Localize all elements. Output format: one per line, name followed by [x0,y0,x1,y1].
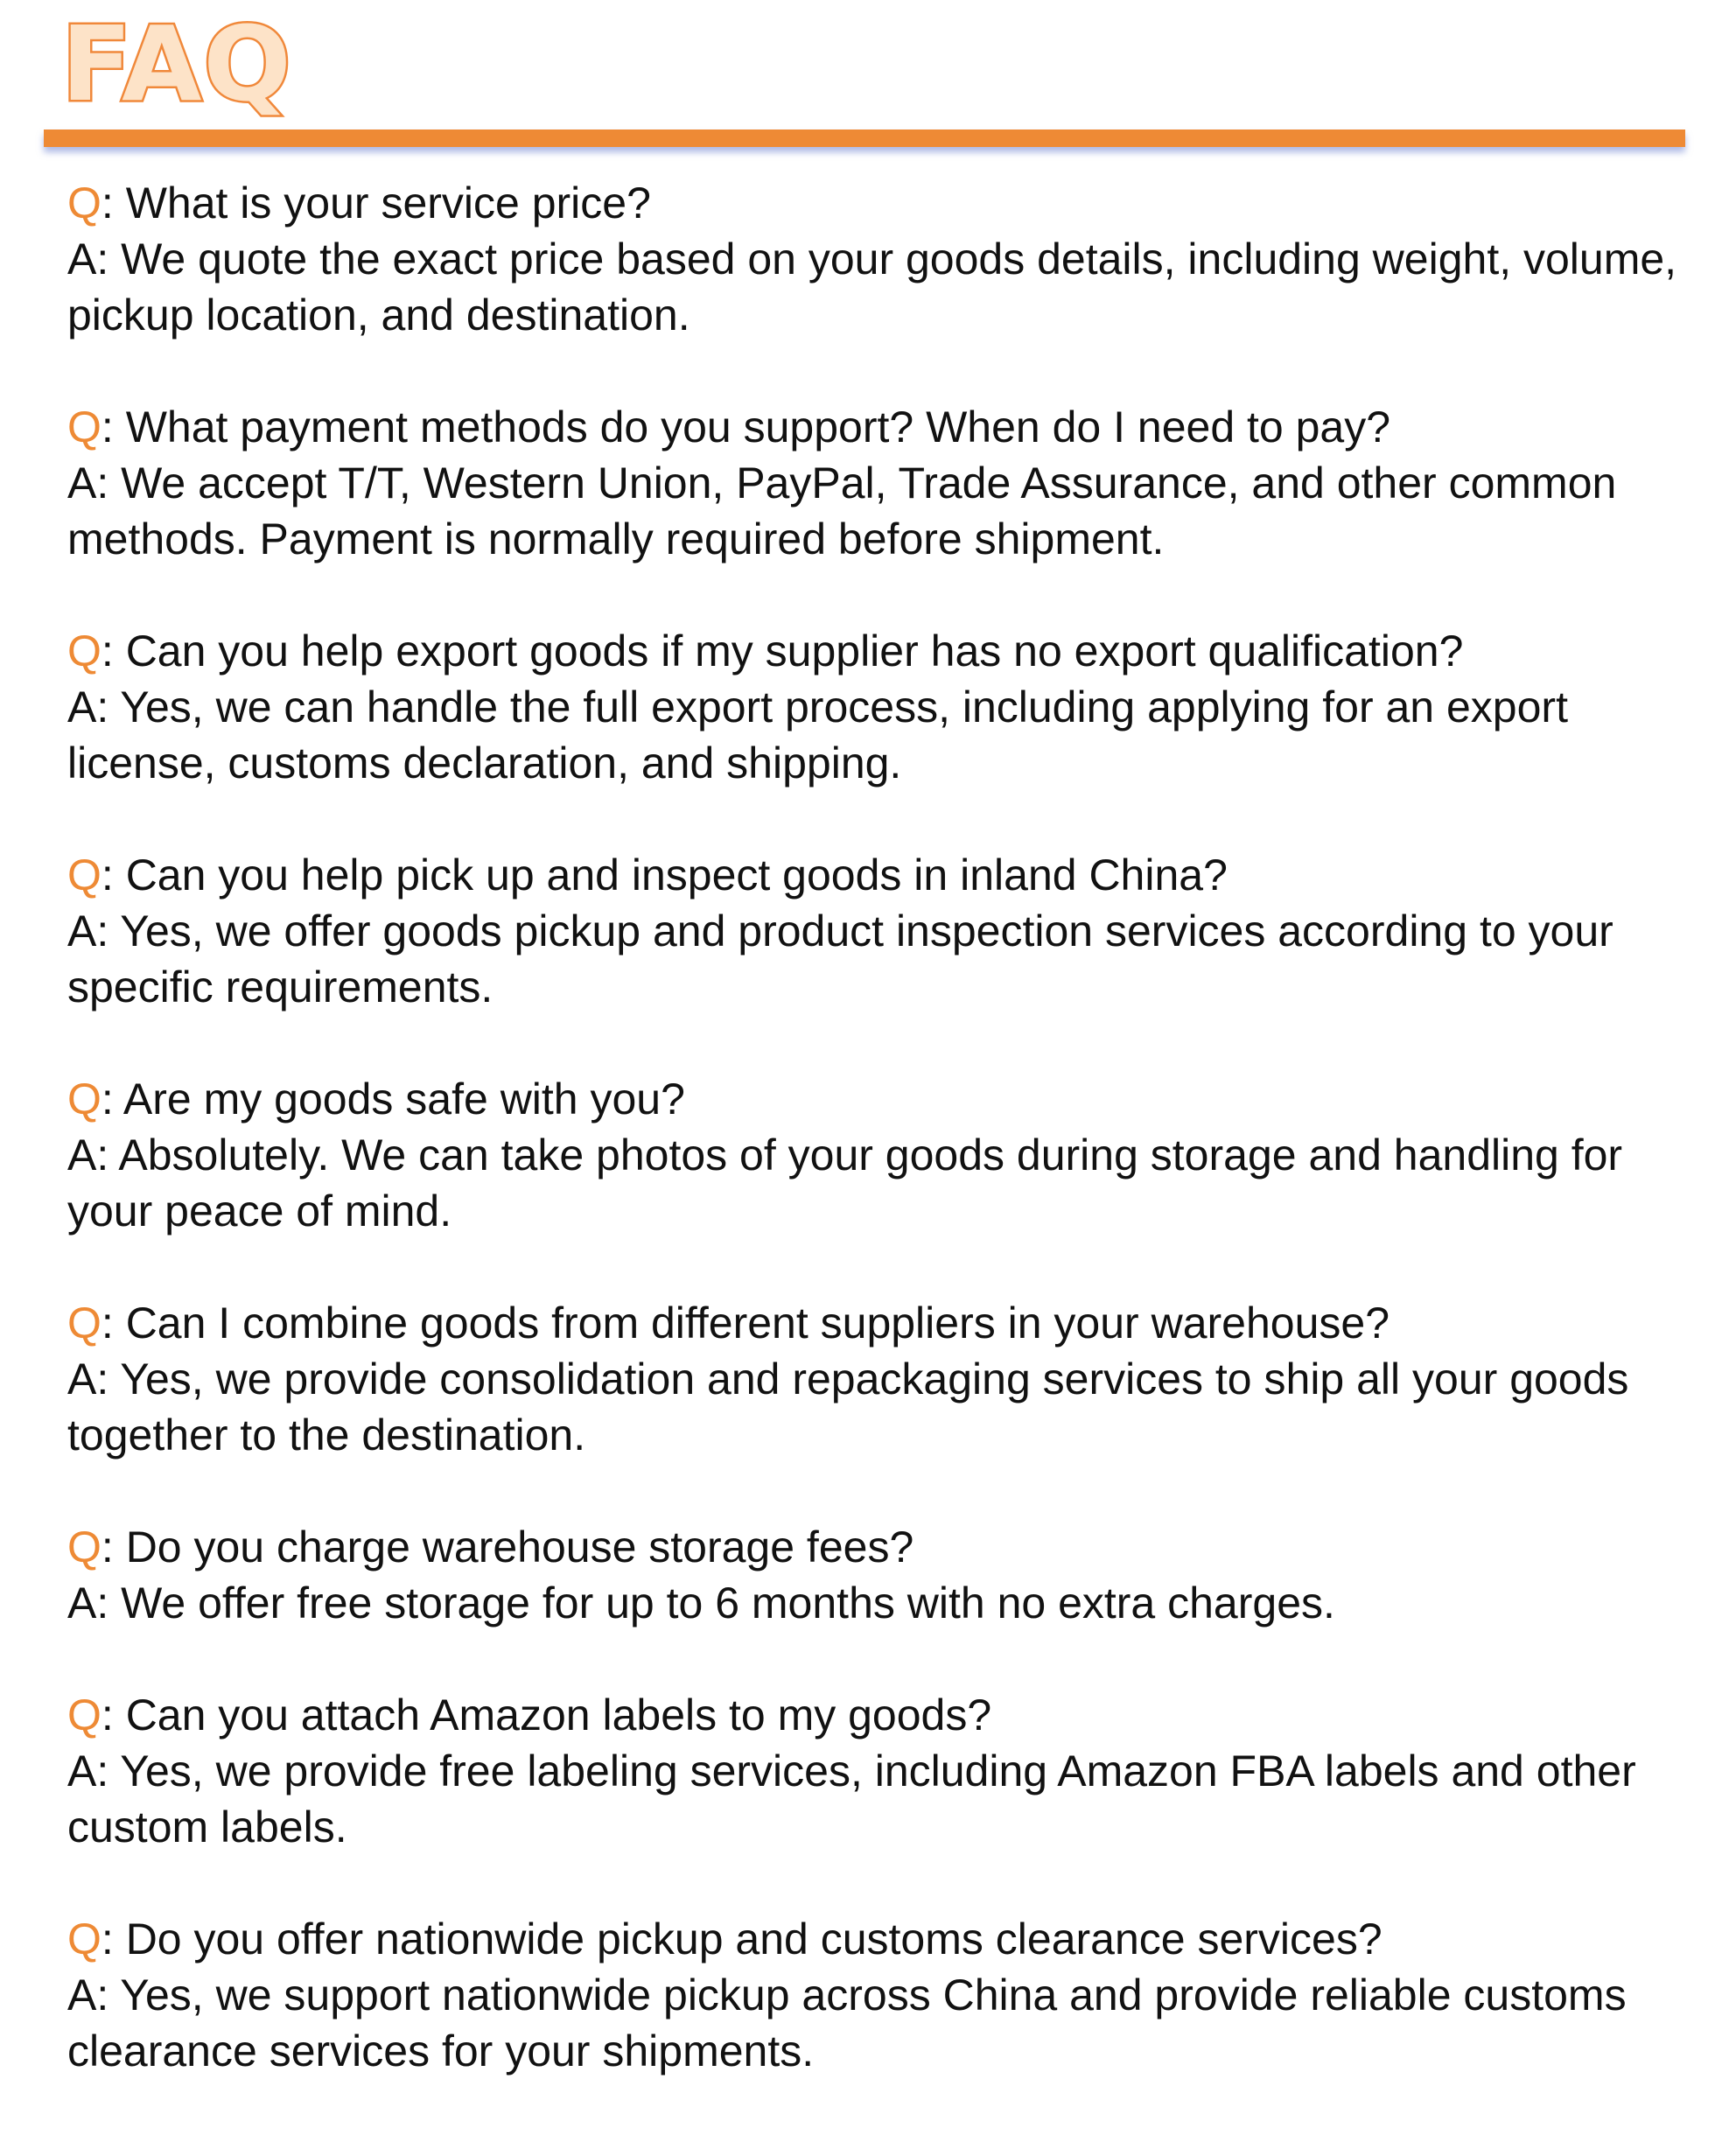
faq-question [67,175,1695,231]
question-text: : Do you charge warehouse storage fees? [101,1522,914,1572]
faq-question [67,399,1695,455]
header-divider [44,130,1685,147]
question-text: : Can I combine goods from different suppliers in your warehouse? [101,1298,1390,1348]
faq-answer: A: We offer free storage for up to 6 months with no extra charges. [67,1578,1335,1628]
faq-question [67,1071,1695,1127]
faq-item [67,623,1695,791]
faq-question [67,847,1695,903]
faq-item [67,1295,1695,1463]
question-marker: Q [67,850,102,900]
faq-item [67,175,1695,343]
faq-answer: A: Yes, we provide free labeling services, including Amazon FBA labels and other custom labels. [67,1746,1636,1852]
question-text: : What is your service price? [101,178,651,228]
question-text: : What payment methods do you support? When do I need to pay? [101,402,1391,452]
faq-question [67,1295,1695,1351]
question-text: : Can you help pick up and inspect goods in inland China? [101,850,1228,900]
faq-item [67,1071,1695,1239]
faq-answer: A: Absolutely. We can take photos of your goods during storage and handling for your peace of mind. [67,1130,1623,1236]
page-title: FAQ [61,4,293,124]
faq-item [67,399,1695,567]
faq-answer: A: We accept T/T, Western Union, PayPal, Trade Assurance, and other common methods. Payment is normally required before shipment. [67,458,1617,564]
faq-item [67,1519,1695,1631]
faq-item [67,847,1695,1015]
question-text: : Do you offer nationwide pickup and customs clearance services? [101,1914,1382,1964]
faq-item [67,1687,1695,1855]
page-header [61,4,293,124]
faq-question [67,1519,1695,1575]
faq-answer: A: Yes, we offer goods pickup and product inspection services according to your specific requirements. [67,906,1614,1012]
question-marker: Q [67,1690,102,1740]
question-marker: Q [67,1074,102,1124]
question-marker: Q [67,626,102,676]
faq-item [67,1911,1695,2079]
question-marker: Q [67,402,102,452]
faq-answer: A: We quote the exact price based on your goods details, including weight, volume, pickup location, and destination. [67,234,1677,340]
question-text: : Can you attach Amazon labels to my goods? [101,1690,992,1740]
question-marker: Q [67,178,102,228]
faq-question [67,1687,1695,1743]
question-marker: Q [67,1298,102,1348]
faq-question [67,623,1695,679]
faq-question [67,1911,1695,1967]
faq-answer: A: Yes, we provide consolidation and repackaging services to ship all your goods together to the destination. [67,1354,1629,1460]
question-marker: Q [67,1914,102,1964]
faq-answer: A: Yes, we support nationwide pickup across China and provide reliable customs clearance services for your shipments. [67,1970,1627,2076]
question-text: : Are my goods safe with you? [101,1074,685,1124]
faq-answer: A: Yes, we can handle the full export process, including applying for an export license, customs declaration, and shipping. [67,682,1568,788]
question-marker: Q [67,1522,102,1572]
faq-list [67,175,1695,2135]
question-text: : Can you help export goods if my supplier has no export qualification? [101,626,1464,676]
